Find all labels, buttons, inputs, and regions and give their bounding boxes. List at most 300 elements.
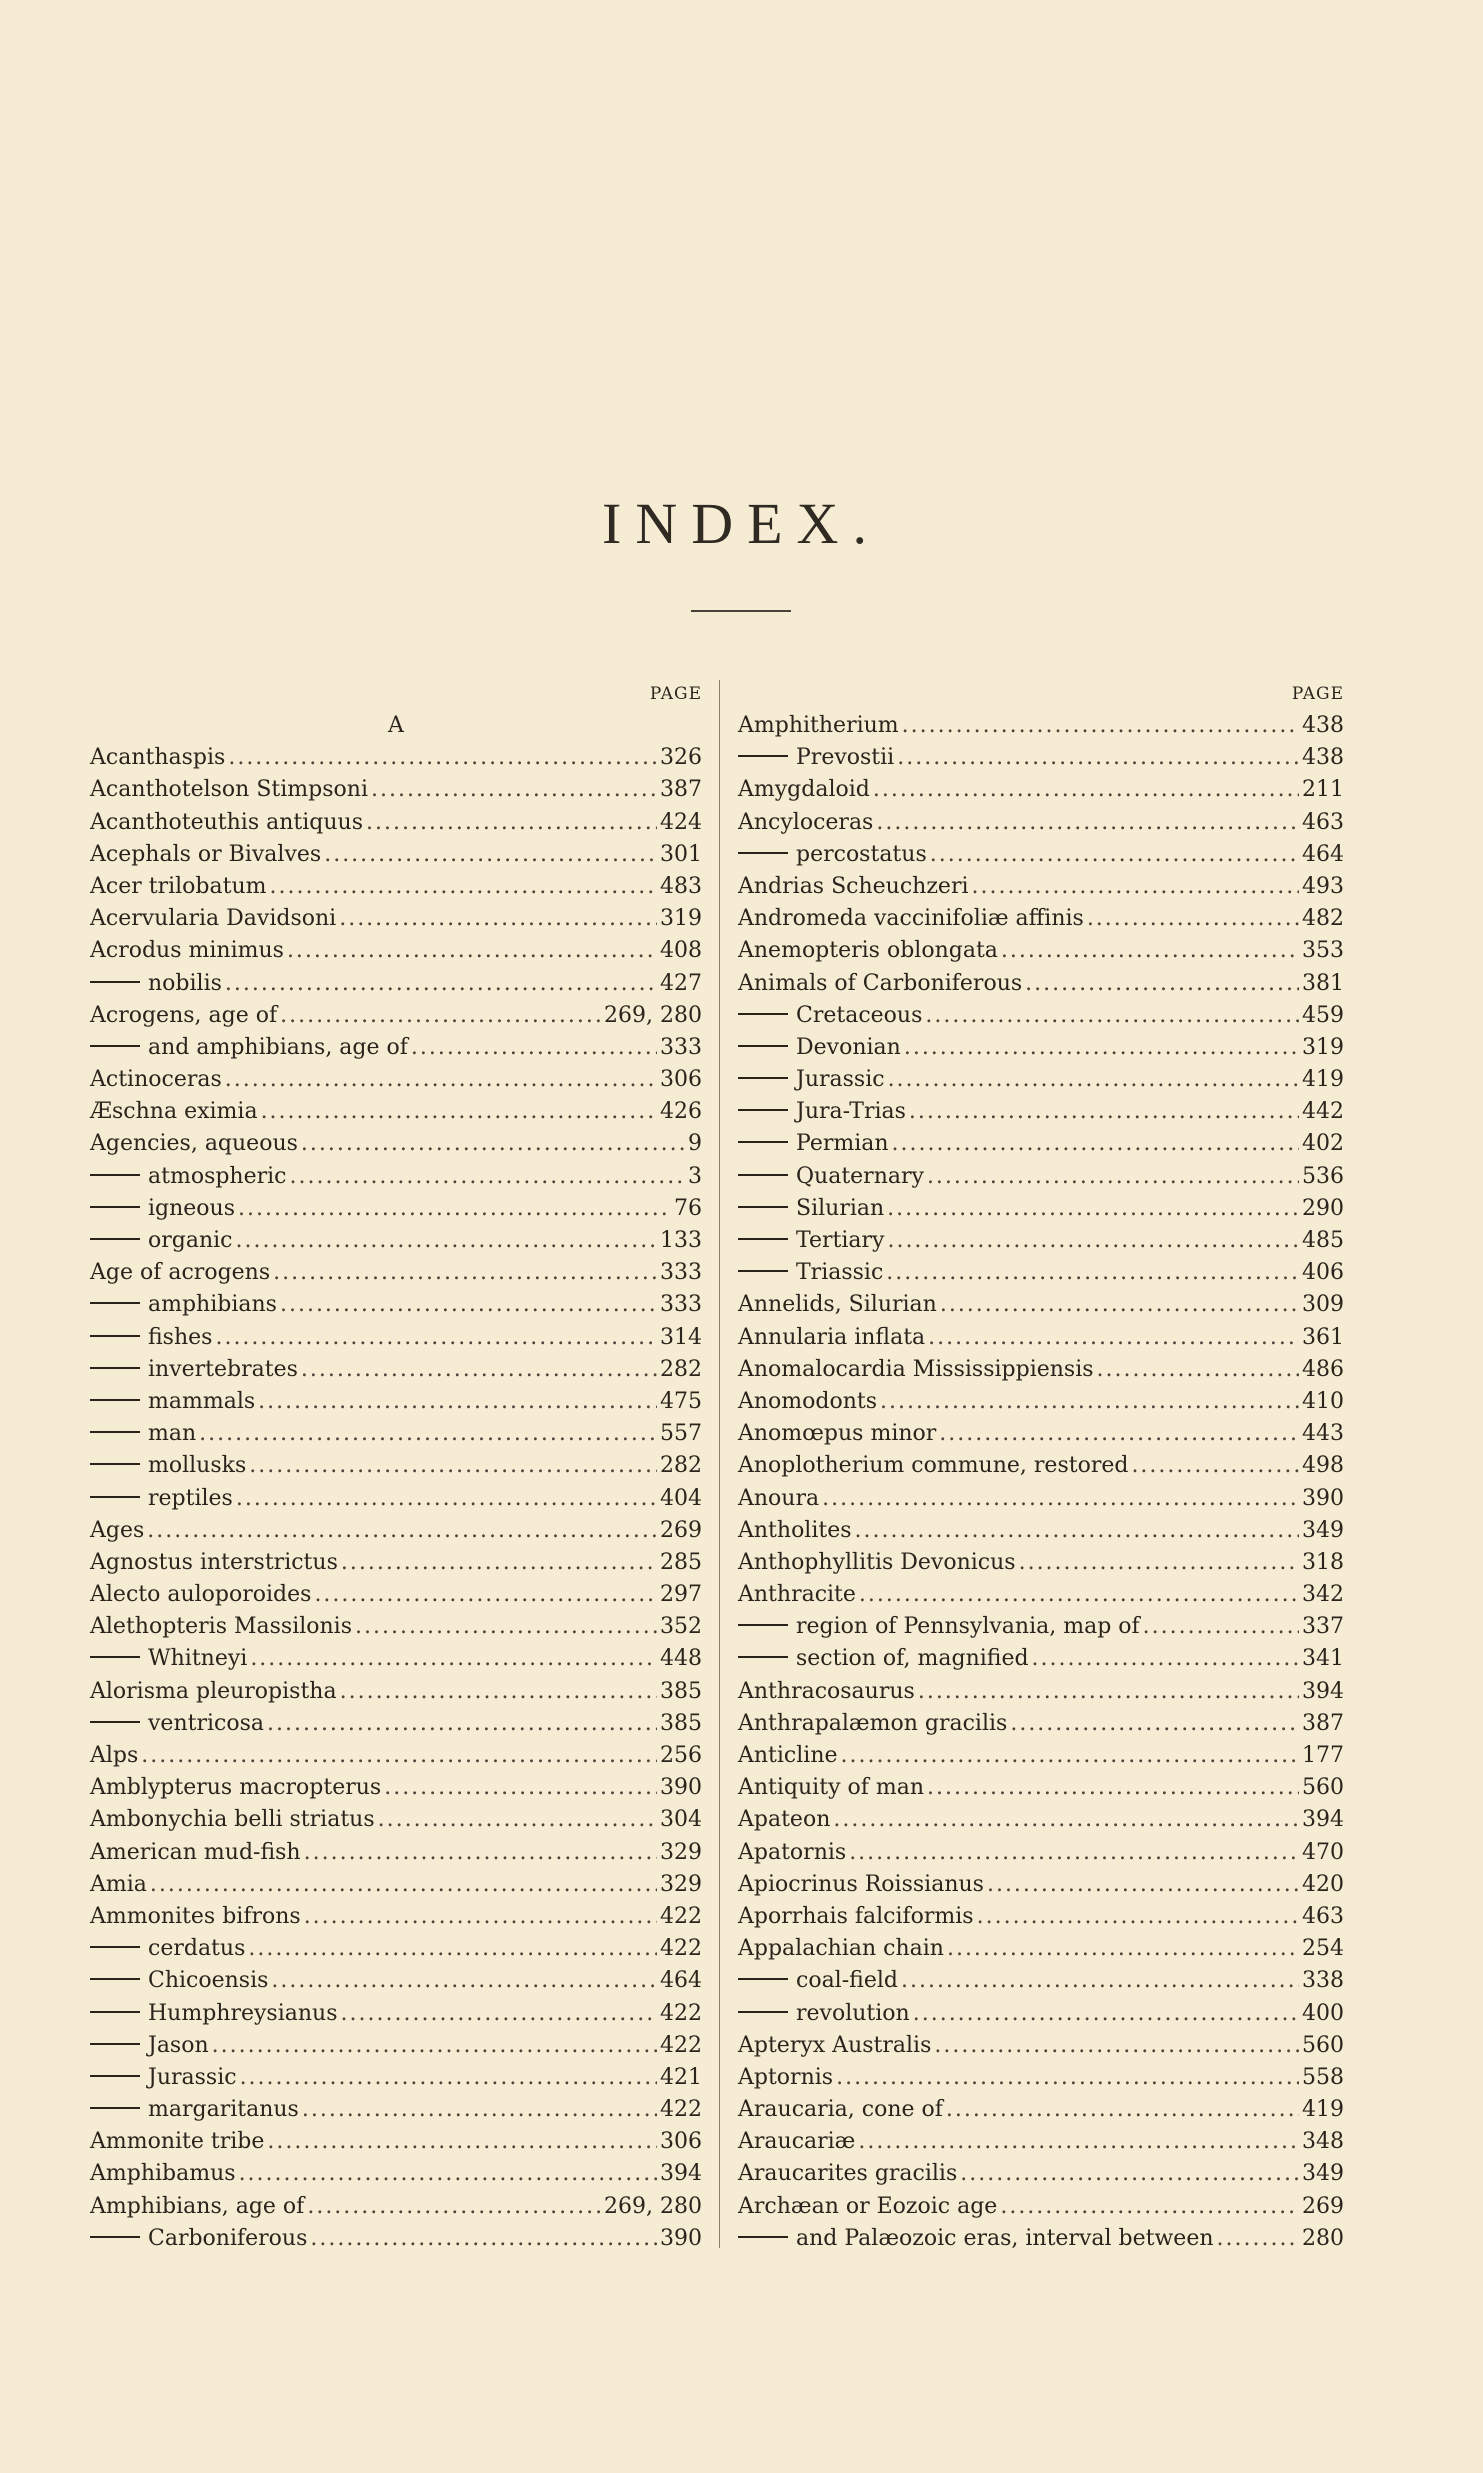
- entry-page-number: 282: [660, 1453, 702, 1479]
- entry-page-number: 422: [660, 2000, 702, 2026]
- index-subentry: [90, 1161, 702, 1193]
- entry-term: Alethopteris Massilonis: [90, 1614, 353, 1640]
- entry-term: fishes: [148, 1324, 213, 1350]
- dot-leader: [250, 1643, 657, 1675]
- entry-page-number: 333: [660, 1292, 702, 1318]
- entry-page-number: 309: [1302, 1292, 1344, 1318]
- dot-leader: [977, 1901, 1299, 1933]
- index-subentry: [90, 1965, 702, 1997]
- index-entry: [90, 1128, 702, 1160]
- index-entry: [738, 935, 1344, 967]
- entry-page-number: 390: [1302, 1485, 1344, 1511]
- dot-leader: [339, 903, 657, 935]
- entry-term: Acrodus minimus: [90, 938, 284, 964]
- entry-term: Anoura: [738, 1485, 820, 1511]
- entry-term: margaritanus: [148, 2097, 299, 2123]
- ditto-dash: [738, 1077, 788, 1079]
- dot-leader: [1131, 1450, 1299, 1482]
- page-column-label: PAGE: [1291, 684, 1344, 704]
- entry-page-number: 448: [660, 1646, 702, 1672]
- entry-term: Acanthotelson Stimpsoni: [90, 777, 368, 803]
- entry-term: nobilis: [148, 970, 222, 996]
- index-entry: [90, 1064, 702, 1096]
- index-entry: [90, 1096, 702, 1128]
- entry-page-number: 297: [660, 1582, 702, 1608]
- index-column-left: [90, 678, 702, 2255]
- entry-page-number: 558: [1302, 2064, 1344, 2090]
- dot-leader: [239, 2158, 657, 2190]
- entry-page-number: 493: [1302, 873, 1344, 899]
- dot-leader: [261, 1096, 657, 1128]
- ditto-dash: [90, 1463, 140, 1465]
- entry-page-number: 560: [1302, 1775, 1344, 1801]
- entry-page-number: 341: [1302, 1646, 1344, 1672]
- index-subentry: [738, 1032, 1344, 1064]
- dot-leader: [887, 1193, 1299, 1225]
- dot-leader: [301, 1354, 657, 1386]
- entry-term: Anthracosaurus: [738, 1678, 915, 1704]
- index-entry: [90, 1772, 702, 1804]
- page-column-label: PAGE: [649, 684, 702, 704]
- dot-leader: [939, 1418, 1299, 1450]
- entry-page-number: 470: [1302, 1839, 1344, 1865]
- entry-page-number: 475: [660, 1388, 702, 1414]
- entry-term: amphibians: [148, 1292, 277, 1318]
- dot-leader: [290, 1161, 686, 1193]
- index-entry: [738, 1933, 1344, 1965]
- index-entry: [738, 968, 1344, 1000]
- entry-page-number: 419: [1302, 2097, 1344, 2123]
- entry-page-number: 459: [1302, 1002, 1344, 1028]
- entry-term: Prevostii: [796, 745, 895, 771]
- ditto-dash: [90, 1335, 140, 1337]
- index-entry: [90, 935, 702, 967]
- index-entry: [738, 2126, 1344, 2158]
- entry-page-number: 400: [1302, 2000, 1344, 2026]
- ditto-dash: [90, 2011, 140, 2013]
- dot-leader: [972, 871, 1300, 903]
- index-entry: [738, 1386, 1344, 1418]
- entry-term: mollusks: [148, 1453, 247, 1479]
- entry-term: Anemopteris oblongata: [738, 938, 998, 964]
- entry-page-number: 404: [660, 1485, 702, 1511]
- entry-term: Amphibians, age of: [90, 2193, 305, 2219]
- dot-leader: [930, 839, 1299, 871]
- dot-leader: [269, 871, 657, 903]
- entry-term: Jason: [148, 2032, 209, 2058]
- dot-leader: [1143, 1611, 1299, 1643]
- entry-term: Amygdaloid: [738, 777, 870, 803]
- index-subentry: [90, 2062, 702, 2094]
- entry-page-number: 177: [1302, 1743, 1344, 1768]
- entry-term: Anthracite: [738, 1582, 856, 1608]
- entry-term: Humphreysianus: [148, 2000, 338, 2026]
- index-subentry: [738, 1965, 1344, 1997]
- index-entry: [90, 2191, 702, 2223]
- ditto-dash: [90, 1946, 140, 1948]
- entry-term: Aporrhais falciformis: [738, 1903, 974, 1929]
- entry-term: Amphibamus: [90, 2161, 236, 2187]
- column-divider: [719, 680, 720, 2248]
- dot-leader: [236, 1225, 658, 1257]
- entry-page-number: 498: [1302, 1453, 1344, 1479]
- dot-leader: [225, 1064, 657, 1096]
- entry-page-number: 486: [1302, 1356, 1344, 1382]
- entry-page-number: 536: [1302, 1163, 1344, 1189]
- ditto-dash: [738, 1978, 788, 1980]
- index-subentry: [90, 1322, 702, 1354]
- entry-term: Anomœpus minor: [738, 1421, 937, 1447]
- ditto-dash: [738, 755, 788, 757]
- dot-leader: [934, 2030, 1299, 2062]
- index-entry: [738, 1676, 1344, 1708]
- dot-leader: [855, 1515, 1299, 1547]
- entry-page-number: 269, 280: [604, 1002, 702, 1028]
- entry-term: Agencies, aqueous: [90, 1131, 298, 1157]
- ditto-dash: [738, 2236, 788, 2238]
- dot-leader: [849, 1837, 1299, 1869]
- entry-term: Jurassic: [148, 2064, 237, 2090]
- entry-page-number: 385: [660, 1710, 702, 1736]
- entry-term: Alecto auloporoides: [90, 1582, 312, 1608]
- dot-leader: [280, 1289, 657, 1321]
- dot-leader: [307, 2191, 601, 2223]
- entry-term: Araucarites gracilis: [738, 2161, 958, 2187]
- index-entry: [90, 1000, 702, 1032]
- section-letter: A: [388, 713, 404, 738]
- dot-leader: [301, 1128, 685, 1160]
- index-subentry: [90, 1193, 702, 1225]
- entry-page-number: 438: [1302, 713, 1344, 738]
- entry-page-number: 269: [660, 1517, 702, 1543]
- dot-leader: [960, 2158, 1299, 2190]
- entry-page-number: 560: [1302, 2032, 1344, 2058]
- entry-term: Animals of Carboniferous: [738, 970, 1023, 996]
- entry-term: Acrogens, age of: [90, 1002, 278, 1028]
- dot-leader: [940, 1289, 1299, 1321]
- index-entry: [90, 1869, 702, 1901]
- entry-page-number: 394: [1302, 1678, 1344, 1704]
- entry-page-number: 438: [1302, 745, 1344, 771]
- entry-page-number: 424: [660, 809, 702, 835]
- entry-page-number: 422: [660, 1936, 702, 1962]
- entry-term: Araucaria, cone of: [738, 2097, 943, 2123]
- entry-page-number: 133: [660, 1228, 702, 1253]
- ditto-dash: [90, 1302, 140, 1304]
- entry-page-number: 394: [1302, 1807, 1344, 1833]
- index-subentry: [90, 968, 702, 1000]
- index-entry: [738, 2158, 1344, 2190]
- entry-page-number: 285: [660, 1549, 702, 1575]
- entry-term: Antiquity of man: [738, 1775, 925, 1801]
- ditto-dash: [90, 2107, 140, 2109]
- entry-term: Jura-Trias: [796, 1099, 906, 1125]
- entry-term: Ammonites bifrons: [90, 1903, 301, 1929]
- entry-page-number: 314: [660, 1324, 702, 1350]
- dot-leader: [302, 2094, 657, 2126]
- ditto-dash: [90, 1978, 140, 1980]
- dot-leader: [987, 1869, 1299, 1901]
- entry-term: Chicoensis: [148, 1968, 269, 1994]
- entry-term: coal-field: [796, 1968, 898, 1994]
- entry-term: Acervularia Davidsoni: [90, 906, 337, 932]
- index-subentry: [90, 1354, 702, 1386]
- index-entry: [738, 1515, 1344, 1547]
- dot-leader: [913, 1998, 1299, 2030]
- dot-leader: [927, 1161, 1299, 1193]
- entry-page-number: 349: [1302, 1517, 1344, 1543]
- index-entry: [738, 1772, 1344, 1804]
- entry-term: Alorisma pleuropistha: [90, 1678, 337, 1704]
- index-subentry: [90, 2030, 702, 2062]
- dot-leader: [228, 742, 657, 774]
- index-entry: [90, 1611, 702, 1643]
- index-entry: [90, 1257, 702, 1289]
- index-subentry: [738, 742, 1344, 774]
- entry-term: American mud-fish: [90, 1839, 301, 1865]
- dot-leader: [859, 1579, 1299, 1611]
- ditto-dash: [738, 1238, 788, 1240]
- dot-leader: [822, 1483, 1299, 1515]
- entry-page-number: 301: [660, 841, 702, 867]
- dot-leader: [411, 1032, 657, 1064]
- dot-leader: [876, 807, 1299, 839]
- entry-term: man: [148, 1421, 197, 1447]
- entry-term: igneous: [148, 1195, 236, 1221]
- entry-page-number: 306: [660, 2129, 702, 2155]
- dot-leader: [366, 807, 657, 839]
- index-entry: [738, 1450, 1344, 1482]
- ditto-dash: [90, 1045, 140, 1047]
- entry-term: Actinoceras: [90, 1067, 222, 1093]
- page-title: INDEX.: [602, 491, 881, 556]
- ditto-dash: [90, 1399, 140, 1401]
- ditto-dash: [738, 1045, 788, 1047]
- index-entry: [738, 1483, 1344, 1515]
- index-subentry: [90, 1289, 702, 1321]
- dot-leader: [310, 2223, 657, 2255]
- entry-page-number: 420: [1302, 1871, 1344, 1897]
- entry-page-number: 421: [660, 2064, 702, 2090]
- ditto-dash: [738, 1174, 788, 1176]
- entry-page-number: 381: [1302, 970, 1344, 996]
- entry-term: and Palæozoic eras, interval between: [796, 2225, 1214, 2251]
- entry-page-number: 349: [1302, 2161, 1344, 2187]
- dot-leader: [378, 1804, 657, 1836]
- entry-page-number: 329: [660, 1839, 702, 1865]
- entry-term: percostatus: [796, 841, 927, 867]
- dot-leader: [240, 2062, 657, 2094]
- entry-term: reptiles: [148, 1485, 233, 1511]
- dot-leader: [858, 2126, 1299, 2158]
- entry-page-number: 361: [1302, 1324, 1344, 1350]
- index-subentry: [90, 1933, 702, 1965]
- index-entry: [738, 1869, 1344, 1901]
- entry-page-number: 304: [660, 1807, 702, 1833]
- entry-term: Tertiary: [796, 1228, 885, 1253]
- dot-leader: [271, 1965, 657, 1997]
- ditto-dash: [90, 2075, 140, 2077]
- index-subentry: [738, 1998, 1344, 2030]
- index-subentry: [738, 1257, 1344, 1289]
- dot-leader: [141, 1740, 657, 1772]
- dot-leader: [897, 742, 1299, 774]
- entry-term: Apiocrinus Roissianus: [738, 1871, 984, 1897]
- entry-term: Carboniferous: [148, 2225, 308, 2251]
- index-entry: [738, 1901, 1344, 1933]
- entry-term: revolution: [796, 2000, 910, 2026]
- dot-leader: [888, 1064, 1299, 1096]
- index-entry: [90, 1515, 702, 1547]
- dot-leader: [1001, 935, 1299, 967]
- entry-page-number: 333: [660, 1260, 702, 1286]
- entry-page-number: 387: [660, 777, 702, 803]
- entry-page-number: 406: [1302, 1260, 1344, 1286]
- index-subentry: [738, 1611, 1344, 1643]
- index-subentry: [738, 1000, 1344, 1032]
- entry-term: Andromeda vaccinifoliæ affinis: [738, 906, 1084, 932]
- dot-leader: [304, 1837, 657, 1869]
- index-entry: [90, 839, 702, 871]
- entry-term: atmospheric: [148, 1163, 287, 1189]
- ditto-dash: [738, 852, 788, 854]
- entry-page-number: 385: [660, 1678, 702, 1704]
- entry-page-number: 76: [674, 1195, 702, 1221]
- index-entry: [738, 2094, 1344, 2126]
- entry-page-number: 290: [1302, 1195, 1344, 1221]
- index-entry: [90, 1740, 702, 1772]
- entry-page-number: 306: [660, 1067, 702, 1093]
- dot-leader: [928, 1322, 1299, 1354]
- entry-page-number: 464: [660, 1968, 702, 1994]
- dot-leader: [304, 1901, 657, 1933]
- entry-term: Acanthaspis: [90, 745, 226, 771]
- entry-page-number: 410: [1302, 1388, 1344, 1414]
- entry-term: Appalachian chain: [738, 1936, 944, 1962]
- entry-term: Ages: [90, 1517, 145, 1543]
- dot-leader: [267, 2126, 657, 2158]
- index-subentry: [738, 2223, 1344, 2255]
- entry-term: mammals: [148, 1388, 256, 1414]
- index-subentry: [90, 2094, 702, 2126]
- entry-page-number: 442: [1302, 1099, 1344, 1125]
- entry-term: Ammonite tribe: [90, 2129, 265, 2155]
- entry-page-number: 269, 280: [604, 2193, 702, 2219]
- index-entry: [738, 2030, 1344, 2062]
- dot-leader: [1019, 1547, 1299, 1579]
- ditto-dash: [738, 1624, 788, 1626]
- dot-leader: [371, 774, 657, 806]
- entry-page-number: 422: [660, 2032, 702, 2058]
- entry-term: and amphibians, age of: [148, 1034, 408, 1060]
- ditto-dash: [90, 1431, 140, 1433]
- entry-term: organic: [148, 1228, 233, 1253]
- entry-term: cerdatus: [148, 1936, 246, 1962]
- entry-page-number: 427: [660, 970, 702, 996]
- dot-leader: [833, 1804, 1299, 1836]
- ditto-dash: [90, 2236, 140, 2238]
- entry-term: Permian: [796, 1131, 889, 1157]
- dot-leader: [314, 1579, 657, 1611]
- index-subentry: [90, 1032, 702, 1064]
- entry-page-number: 3: [688, 1163, 702, 1189]
- entry-term: Anomalocardia Mississippiensis: [738, 1356, 1094, 1382]
- entry-page-number: 422: [660, 2097, 702, 2123]
- entry-page-number: 326: [660, 745, 702, 771]
- entry-page-number: 419: [1302, 1067, 1344, 1093]
- entry-term: Whitneyi: [148, 1646, 248, 1672]
- entry-page-number: 282: [660, 1356, 702, 1382]
- dot-leader: [904, 1032, 1299, 1064]
- entry-page-number: 483: [660, 873, 702, 899]
- entry-page-number: 443: [1302, 1421, 1344, 1447]
- index-entry: [738, 807, 1344, 839]
- entry-term: Annelids, Silurian: [738, 1292, 937, 1318]
- index-entry: [90, 1804, 702, 1836]
- index-subentry: [90, 2223, 702, 2255]
- dot-leader: [873, 774, 1299, 806]
- dot-leader: [909, 1096, 1299, 1128]
- dot-leader: [1000, 2191, 1299, 2223]
- index-entry: [90, 1837, 702, 1869]
- entry-term: Agnostus interstrictus: [90, 1549, 338, 1575]
- index-column-right: [738, 678, 1344, 2255]
- index-entry: [90, 1901, 702, 1933]
- entry-page-number: 402: [1302, 1131, 1344, 1157]
- dot-leader: [1217, 2223, 1299, 2255]
- ditto-dash: [738, 1109, 788, 1111]
- ditto-dash: [738, 1270, 788, 1272]
- index-entry: [738, 1804, 1344, 1836]
- entry-term: Amblypterus macropterus: [90, 1775, 382, 1801]
- ditto-dash: [90, 1721, 140, 1723]
- index-subentry: [90, 1483, 702, 1515]
- ditto-dash: [90, 1496, 140, 1498]
- index-entry: [738, 1837, 1344, 1869]
- dot-leader: [341, 1998, 657, 2030]
- ditto-dash: [90, 1238, 140, 1240]
- entry-page-number: 485: [1302, 1228, 1344, 1253]
- dot-leader: [280, 1000, 601, 1032]
- entry-term: Quaternary: [796, 1163, 924, 1189]
- ditto-dash: [90, 1656, 140, 1658]
- entry-term: Anticline: [738, 1743, 838, 1768]
- dot-leader: [287, 935, 657, 967]
- entry-term: Apteryx Australis: [738, 2032, 932, 2058]
- dot-leader: [267, 1708, 657, 1740]
- ditto-dash: [738, 1141, 788, 1143]
- index-subentry: [738, 1225, 1344, 1257]
- entry-page-number: 342: [1302, 1582, 1344, 1608]
- entry-page-number: 329: [660, 1871, 702, 1897]
- entry-term: Alps: [90, 1743, 139, 1768]
- dot-leader: [248, 1933, 657, 1965]
- entry-page-number: 463: [1302, 1903, 1344, 1929]
- index-entry: [90, 2158, 702, 2190]
- entry-term: Age of acrogens: [90, 1260, 271, 1286]
- dot-leader: [925, 1000, 1299, 1032]
- index-subentry: [90, 1418, 702, 1450]
- ditto-dash: [738, 2011, 788, 2013]
- entry-term: Aptornis: [738, 2064, 834, 2090]
- index-subentry: [738, 1643, 1344, 1675]
- entry-page-number: 352: [660, 1614, 702, 1640]
- ditto-dash: [90, 1174, 140, 1176]
- index-subentry: [738, 1193, 1344, 1225]
- entry-page-number: 463: [1302, 809, 1344, 835]
- index-entry: [90, 742, 702, 774]
- dot-leader: [880, 1386, 1299, 1418]
